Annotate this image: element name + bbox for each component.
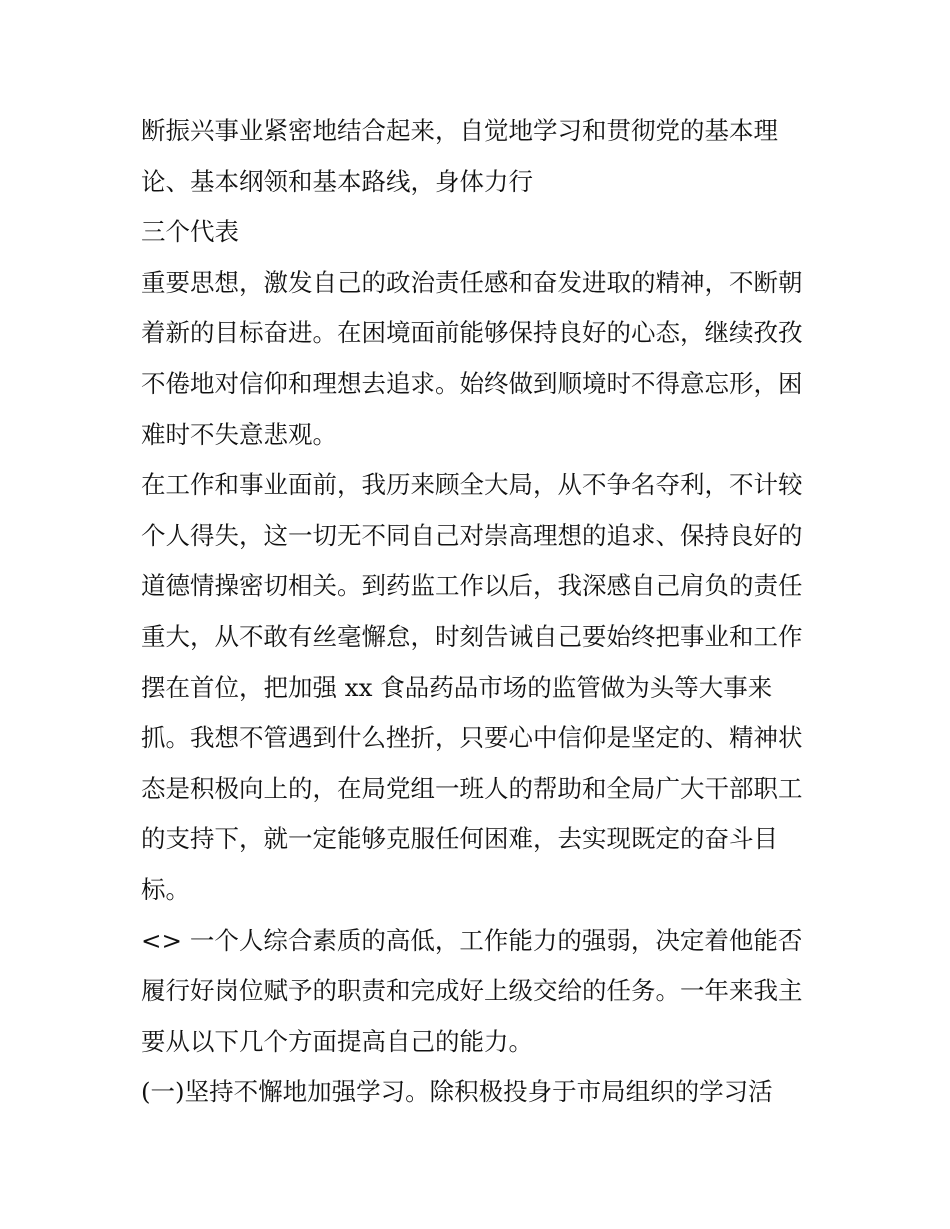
text-line: 断振兴事业紧密地结合起来，自觉地学习和贯彻党的基本理 [141, 116, 778, 145]
text-line: 履行好岗位赋予的职责和完成好上级交给的任务。一年来我主 [141, 976, 803, 1006]
text-line: (一)坚持不懈地加强学习。除积极投身于市局组织的学习活 [141, 1077, 773, 1107]
text-line: 个人得失，这一切无不同自己对崇高理想的追求、保持良好的 [141, 520, 803, 550]
text-line: 态是积极向上的，在局党组一班人的帮助和全局广大干部职工 [141, 773, 803, 803]
text-line: 三个代表 [141, 217, 239, 247]
text-line: 论、基本纲领和基本路线，身体力行 [141, 166, 533, 196]
text-line: 重大，从不敢有丝毫懈怠，时刻告诫自己要始终把事业和工作 [141, 621, 803, 651]
document-body [141, 106, 821, 1118]
text-line: 在工作和事业面前，我历来顾全大局，从不争名夺利，不计较 [141, 470, 803, 500]
text-line: 难时不失意悲观。 [141, 419, 337, 449]
text-line: 的支持下，就一定能够克服任何困难，去实现既定的奋斗目 [141, 824, 778, 854]
text-line: 不倦地对信仰和理想去追求。始终做到顺境时不得意忘形，困 [141, 368, 803, 398]
text-line: 道德情操密切相关。到药监工作以后，我深感自己肩负的责任 [141, 571, 803, 601]
text-line: 标。 [141, 874, 190, 904]
text-line: 抓。我想不管遇到什么挫折，只要心中信仰是坚定的、精神状 [141, 723, 803, 753]
text-line: 摆在首位，把加强 xx 食品药品市场的监管做为头等大事来 [141, 672, 773, 702]
text-line: 要从以下几个方面提高自己的能力。 [141, 1026, 533, 1056]
text-line: <> 一个人综合素质的高低，工作能力的强弱，决定着他能否 [141, 925, 803, 955]
text-line: 重要思想，激发自己的政治责任感和奋发进取的精神，不断朝 [141, 267, 803, 297]
text-line: 着新的目标奋进。在困境面前能够保持良好的心态，继续孜孜 [141, 318, 803, 348]
